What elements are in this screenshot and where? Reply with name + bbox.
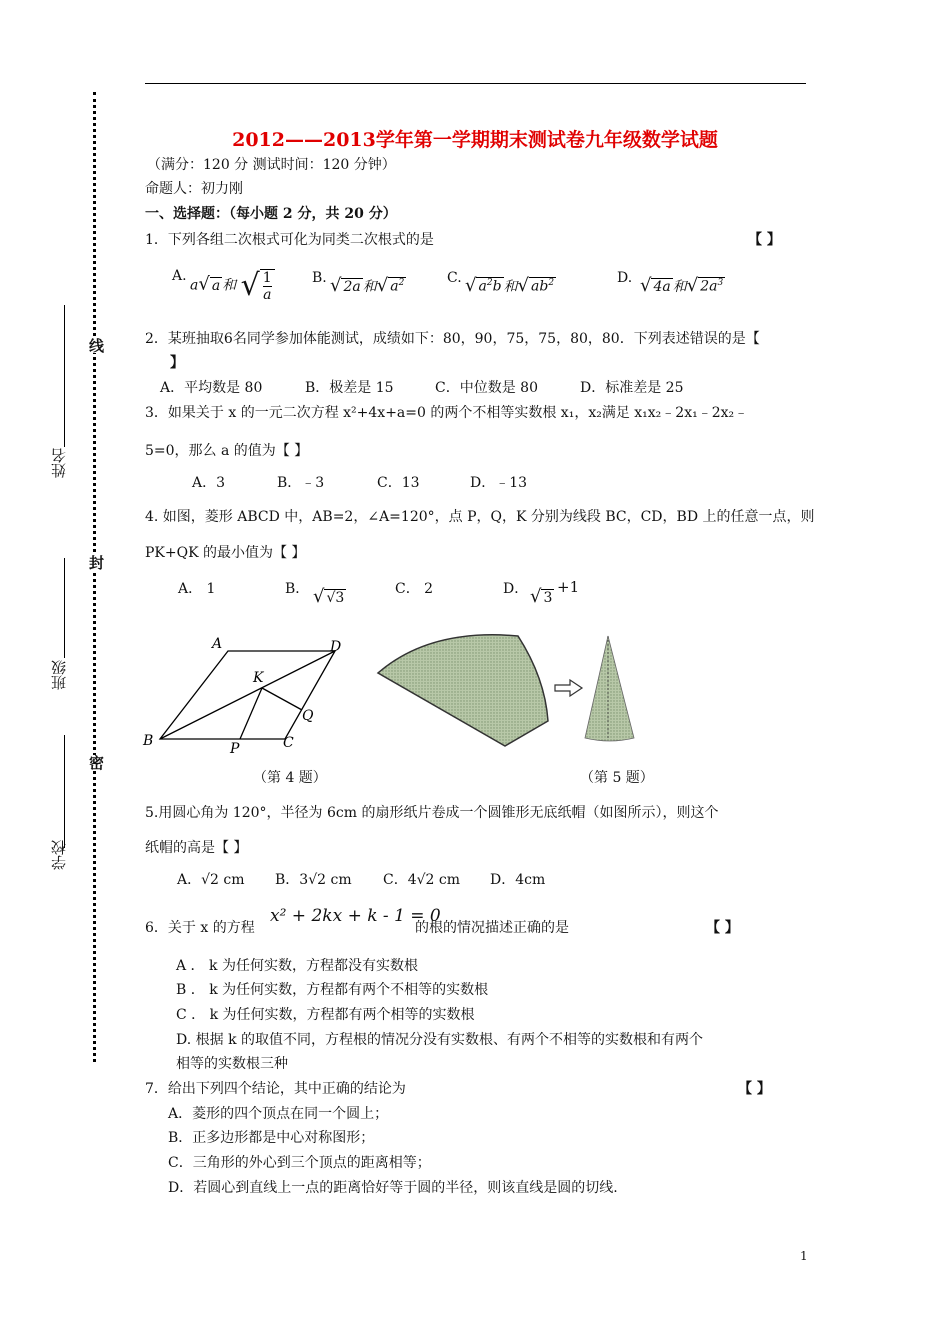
- q1-option-c-label: C.: [447, 270, 462, 286]
- q1-option-a-label: A.: [172, 268, 187, 284]
- q4-option-b-label: B．: [285, 581, 310, 597]
- q2-option-c: C．中位数是 80: [435, 380, 538, 396]
- q2-bracket-close: 】: [170, 355, 184, 371]
- q3-option-c: C．13: [377, 475, 420, 491]
- q5-option-c: C．4√2 cm: [383, 872, 461, 888]
- label-d: D: [330, 639, 342, 655]
- binding-dotted-line: [93, 92, 96, 1062]
- q1-option-d: √ 4a 和√ $2a^3$: [640, 275, 724, 296]
- q3-stem: 3．如果关于 x 的一元二次方程 x²+4x+a=0 的两个不相等实数根 x₁，x₂满足 x₁x₂﹣2x₁﹣2x₂﹣: [145, 405, 749, 421]
- q4-option-a: A． 1: [178, 581, 216, 597]
- q2-option-b: B．极差是 15: [305, 380, 394, 396]
- q7-option-a: A．菱形的四个顶点在同一个圆上；: [168, 1106, 389, 1122]
- school-label: 学校: [50, 840, 68, 870]
- segment-kp: [240, 688, 262, 739]
- diagonal-bd: [160, 651, 335, 739]
- q7-option-b: B．正多边形都是中心对称图形；: [168, 1130, 375, 1146]
- label-c: C: [283, 735, 294, 751]
- q1-option-c: √ $a^2b$ 和√ $ab^2$: [465, 275, 555, 296]
- q4-option-d-label: D．: [503, 581, 529, 597]
- q7-bracket: 【 】: [738, 1081, 771, 1097]
- q5-option-d: D．4cm: [490, 872, 546, 888]
- q5-stem-2: 纸帽的高是【 】: [145, 840, 248, 856]
- q6-stem-tail: 的根的情况描述正确的是: [415, 920, 569, 936]
- q1-bracket: 【 】: [748, 232, 781, 248]
- exam-title: 2012——2013学年第一学期期末测试卷九年级数学试题: [232, 129, 718, 151]
- q1-option-b-label: B.: [312, 270, 327, 286]
- class-underline[interactable]: [64, 558, 65, 658]
- q6-option-d-2: 相等的实数根三种: [176, 1056, 288, 1072]
- q1-option-b: √ 2a 和√ $a^2$: [330, 275, 405, 296]
- q3-stem-2: 5=0，那么 a 的值为【 】: [145, 443, 309, 459]
- q2-stem: 2．某班抽取6名同学参加体能测试，成绩如下：80，90，75，75，80，80．下列表述错误的是【: [145, 331, 760, 347]
- author: 命题人：初力刚: [145, 181, 243, 197]
- q2-option-d: D．标准差是 25: [580, 380, 684, 396]
- q3-option-d: D．﹣13: [470, 475, 528, 491]
- section-heading: 一、选择题：（每小题 2 分，共 20 分）: [145, 206, 397, 222]
- q1-stem: 1．下列各组二次根式可化为同类二次根式的是: [145, 232, 434, 248]
- sector-shape: [378, 635, 548, 746]
- q1-option-d-label: D.: [617, 270, 633, 286]
- label-q: Q: [302, 708, 314, 724]
- q6-stem: 6．关于 x 的方程: [145, 920, 255, 936]
- q4-stem: 4. 如图，菱形 ABCD 中，AB=2，∠A=120°，点 P，Q，K 分别为线段 BC，CD，BD 上的任意一点，则: [145, 509, 815, 525]
- q4-stem-2: PK+QK 的最小值为【 】: [145, 545, 306, 561]
- header-rule: [145, 83, 806, 84]
- name-label: 姓名: [50, 448, 68, 478]
- arrow-icon: [555, 680, 582, 696]
- q6-option-a: A ． k 为任何实数，方程都没有实数根: [176, 958, 418, 974]
- q7-option-c: C．三角形的外心到三个顶点的距离相等；: [168, 1155, 431, 1171]
- q4-option-c: C． 2: [395, 581, 434, 597]
- seal-label-mi: 密: [87, 755, 105, 770]
- label-b: B: [143, 733, 154, 749]
- q7-option-d: D．若圆心到直线上一点的距离恰好等于圆的半径，则该直线是圆的切线.: [168, 1180, 618, 1196]
- cone-shape: [585, 636, 634, 741]
- q6-option-c: C ． k 为任何实数，方程都有两个相等的实数根: [176, 1007, 475, 1023]
- q5-option-a: A．√2 cm: [177, 872, 245, 888]
- q3-option-b: B．﹣3: [277, 475, 325, 491]
- seal-label-xian: 线: [87, 338, 105, 353]
- seal-label-feng: 封: [87, 555, 105, 570]
- q4-option-d: √ 3: [530, 586, 553, 607]
- rhombus-figure: [140, 636, 355, 761]
- label-a: A: [212, 636, 223, 652]
- school-underline[interactable]: [64, 735, 65, 848]
- label-p: P: [230, 741, 240, 757]
- caption-figure-5: （第 5 题）: [580, 770, 654, 786]
- name-underline[interactable]: [64, 305, 65, 447]
- q6-option-b: B ． k 为任何实数，方程都有两个不相等的实数根: [176, 982, 489, 998]
- q5-option-b: B．3√2 cm: [275, 872, 352, 888]
- q6-bracket: 【 】: [706, 920, 739, 936]
- q2-option-a: A．平均数是 80: [160, 380, 263, 396]
- class-label: 班级: [50, 660, 68, 690]
- score-time: （满分：120 分 测试时间：120 分钟）: [147, 157, 396, 173]
- q4-option-d-tail: +1: [557, 578, 580, 596]
- segment-kq: [262, 688, 302, 710]
- q4-option-b: √ √3: [313, 586, 345, 607]
- q6-equation: x² + 2kx + k - 1 = 0: [270, 906, 441, 926]
- q5-stem: 5.用圆心角为 120°，半径为 6cm 的扇形纸片卷成一个圆锥形无底纸帽（如图所示），则这个: [145, 805, 719, 821]
- sector-cone-figure: [370, 628, 660, 753]
- q7-stem: 7．给出下列四个结论，其中正确的结论为: [145, 1081, 406, 1097]
- q3-option-a: A．3: [192, 475, 226, 491]
- label-k: K: [253, 670, 264, 686]
- caption-figure-4: （第 4 题）: [253, 770, 327, 786]
- page-number: 1: [800, 1249, 808, 1263]
- q1-option-a: a√ a 和 √ $\frac{1}{a}$: [190, 268, 275, 303]
- q6-option-d: D. 根据 k 的取值不同，方程根的情况分没有实数根、有两个不相等的实数根和有两个: [176, 1032, 704, 1048]
